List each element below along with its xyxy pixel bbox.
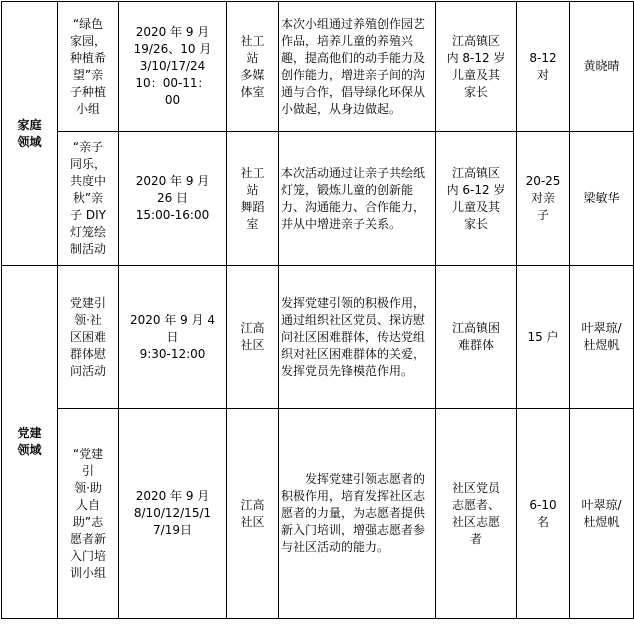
activity-staff-cell: 叶翠琼/ 杜煜帆 [570,409,634,619]
activity-venue-cell: 江高 社区 [227,266,279,409]
activity-goal-cell: 发挥党建引领志愿者的积极作用，培育发挥社区志愿者的力量，为志愿者提供新入门培训，增强志愿者参与社区活动的能力。 [279,409,436,619]
activity-time-cell: 2020 年 9 月 19/26、10 月 3/10/17/24 10：00-11： 00 [119,2,227,132]
domain-cell-party-building: 党建 领域 [2,266,58,619]
domain-cell-family: 家庭 领域 [2,2,58,266]
table-row [2,2,634,132]
table-row [2,132,634,266]
activity-name-cell: “绿色 家园， 种植希 望”亲 子种植 小组 [58,2,119,132]
activity-goal-cell: 本次活动通过让亲子共绘纸灯笼，锻炼儿童的创新能力、沟通能力、合作能力，并从中增进亲子关系。 [279,132,436,266]
table-row [2,266,634,409]
activity-name-cell: “党建 引 领·助 人自 助”志 愿者新 入门培 训小组 [58,409,119,619]
activity-staff-cell: 叶翠琼/ 杜煜帆 [570,266,634,409]
activity-staff-cell: 梁敏华 [570,132,634,266]
activity-target-cell: 江高镇区 内 6-12 岁 儿童及其 家长 [436,132,517,266]
activity-target-cell: 江高镇区 内 8-12 岁 儿童及其 家长 [436,2,517,132]
activity-count-cell: 8-12 对 [517,2,570,132]
activity-name-cell: 党建引 领·社 区困难 群体慰 问活动 [58,266,119,409]
activity-venue-cell: 社工 站 多媒 体室 [227,2,279,132]
activity-goal-cell: 发挥党建引领的积极作用，通过组织社区党员、探访慰问社区困难群体，传达党组织对社区困难群体的关爱，发挥党员先锋模范作用。 [279,266,436,409]
activity-schedule-table [1,1,634,619]
activity-time-cell: 2020 年 9 月 8/10/12/15/1 7/19日 [119,409,227,619]
table-row [2,409,634,619]
activity-time-cell: 2020 年 9 月 4 日 9:30-12:00 [119,266,227,409]
activity-name-cell: “亲子 同乐， 共度中 秋”亲 子 DIY 灯笼绘 制活动 [58,132,119,266]
activity-venue-cell: 江高 社区 [227,409,279,619]
activity-count-cell: 20-25 对亲 子 [517,132,570,266]
activity-count-cell: 15 户 [517,266,570,409]
activity-target-cell: 江高镇困 难群体 [436,266,517,409]
activity-count-cell: 6-10 名 [517,409,570,619]
activity-target-cell: 社区党员 志愿者、 社区志愿 者 [436,409,517,619]
activity-time-cell: 2020 年 9 月 26 日 15:00-16:00 [119,132,227,266]
activity-staff-cell: 黄晓晴 [570,2,634,132]
activity-venue-cell: 社工 站 舞蹈 室 [227,132,279,266]
activity-goal-cell: 本次小组通过养殖创作园艺作品，培养儿童的养殖兴趣，提高他们的动手能力及创作能力，增进亲子间的沟通与合作，倡导绿化环保从小做起，从身边做起。 [279,2,436,132]
